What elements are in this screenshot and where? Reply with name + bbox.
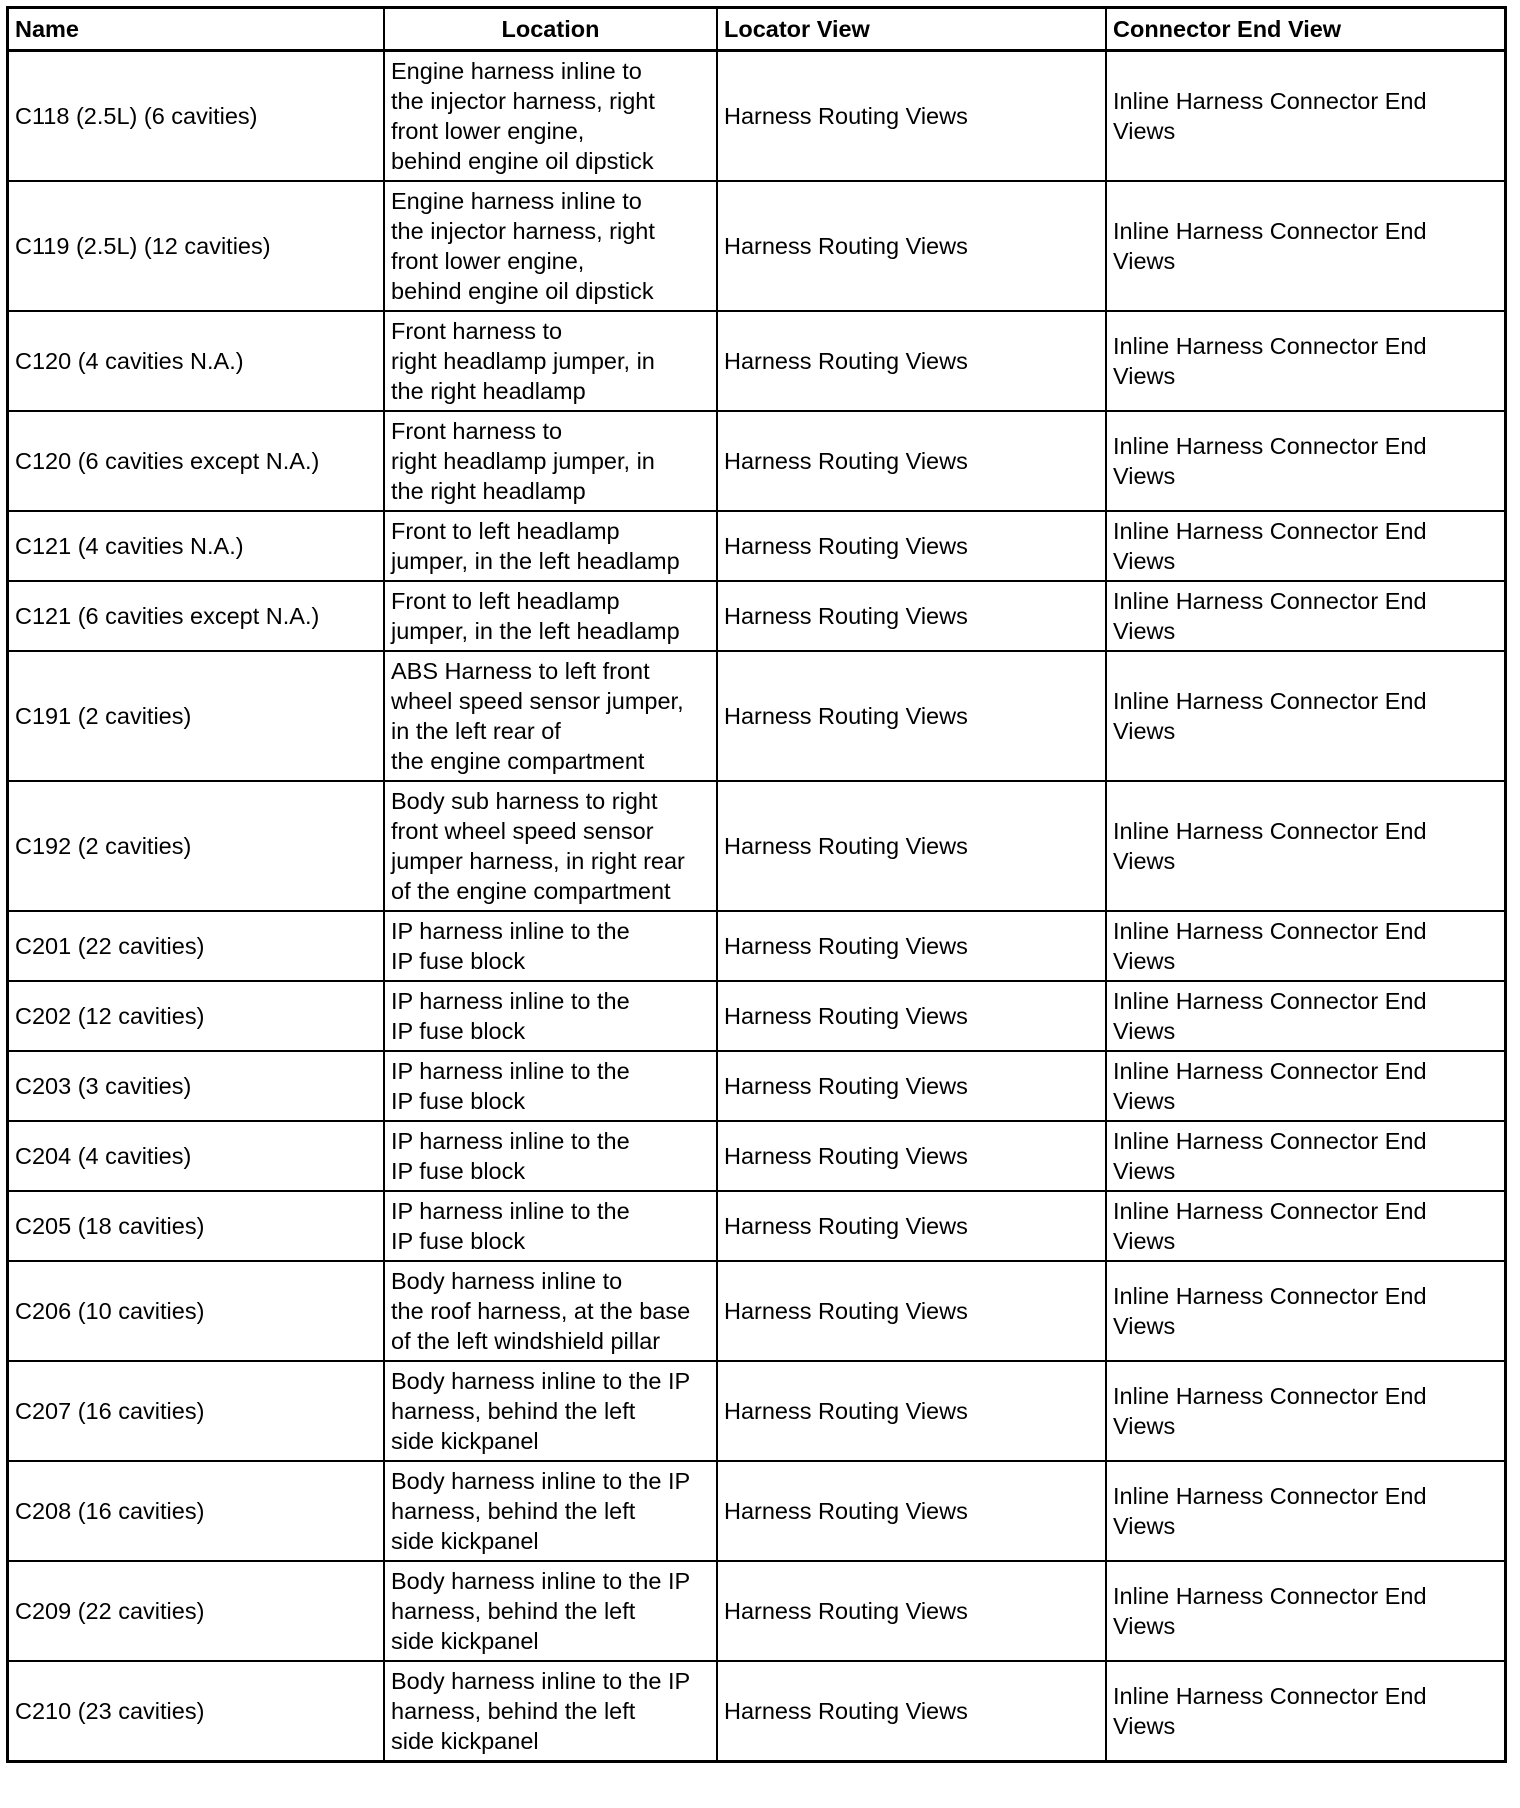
cell-connector-end-view: Inline Harness Connector End Views	[1107, 582, 1504, 652]
cell-connector-end-view: Inline Harness Connector End Views	[1107, 982, 1504, 1052]
cell-connector-end-view: Inline Harness Connector End Views	[1107, 652, 1504, 782]
cell-location: Body harness inline to the roof harness, at the base of the left windshield pillar	[385, 1262, 718, 1362]
cell-locator-view: Harness Routing Views	[718, 652, 1107, 782]
cell-connector-end-view: Inline Harness Connector End Views	[1107, 1192, 1504, 1262]
cell-name: C121 (6 cavities except N.A.)	[9, 582, 385, 652]
cell-location: Front to left headlamp jumper, in the left headlamp	[385, 582, 718, 652]
cell-name: C120 (6 cavities except N.A.)	[9, 412, 385, 512]
header-connector-end-view: Connector End View	[1107, 9, 1504, 52]
cell-name: C207 (16 cavities)	[9, 1362, 385, 1462]
cell-name: C192 (2 cavities)	[9, 782, 385, 912]
cell-connector-end-view: Inline Harness Connector End Views	[1107, 1262, 1504, 1362]
cell-location: Front harness to right headlamp jumper, in the right headlamp	[385, 412, 718, 512]
cell-name: C206 (10 cavities)	[9, 1262, 385, 1362]
cell-name: C201 (22 cavities)	[9, 912, 385, 982]
cell-location: ABS Harness to left front wheel speed sensor jumper, in the left rear of the engine compartment	[385, 652, 718, 782]
cell-locator-view: Harness Routing Views	[718, 982, 1107, 1052]
cell-name: C121 (4 cavities N.A.)	[9, 512, 385, 582]
cell-location: Front to left headlamp jumper, in the left headlamp	[385, 512, 718, 582]
cell-name: C209 (22 cavities)	[9, 1562, 385, 1662]
cell-locator-view: Harness Routing Views	[718, 1192, 1107, 1262]
cell-location: IP harness inline to the IP fuse block	[385, 1192, 718, 1262]
cell-location: Engine harness inline to the injector harness, right front lower engine, behind engine oil dipstick	[385, 52, 718, 182]
cell-connector-end-view: Inline Harness Connector End Views	[1107, 1122, 1504, 1192]
cell-locator-view: Harness Routing Views	[718, 1362, 1107, 1462]
cell-locator-view: Harness Routing Views	[718, 512, 1107, 582]
cell-connector-end-view: Inline Harness Connector End Views	[1107, 412, 1504, 512]
header-locator-view: Locator View	[718, 9, 1107, 52]
cell-locator-view: Harness Routing Views	[718, 582, 1107, 652]
cell-location: IP harness inline to the IP fuse block	[385, 982, 718, 1052]
cell-location: Body harness inline to the IP harness, behind the left side kickpanel	[385, 1562, 718, 1662]
cell-connector-end-view: Inline Harness Connector End Views	[1107, 782, 1504, 912]
cell-locator-view: Harness Routing Views	[718, 782, 1107, 912]
cell-locator-view: Harness Routing Views	[718, 182, 1107, 312]
cell-connector-end-view: Inline Harness Connector End Views	[1107, 312, 1504, 412]
cell-locator-view: Harness Routing Views	[718, 912, 1107, 982]
cell-connector-end-view: Inline Harness Connector End Views	[1107, 1052, 1504, 1122]
cell-name: C120 (4 cavities N.A.)	[9, 312, 385, 412]
cell-location: IP harness inline to the IP fuse block	[385, 912, 718, 982]
cell-location: Front harness to right headlamp jumper, in the right headlamp	[385, 312, 718, 412]
cell-name: C119 (2.5L) (12 cavities)	[9, 182, 385, 312]
cell-name: C208 (16 cavities)	[9, 1462, 385, 1562]
cell-location: Engine harness inline to the injector harness, right front lower engine, behind engine oil dipstick	[385, 182, 718, 312]
cell-name: C210 (23 cavities)	[9, 1662, 385, 1760]
cell-connector-end-view: Inline Harness Connector End Views	[1107, 1562, 1504, 1662]
cell-location: IP harness inline to the IP fuse block	[385, 1052, 718, 1122]
cell-name: C191 (2 cavities)	[9, 652, 385, 782]
cell-connector-end-view: Inline Harness Connector End Views	[1107, 182, 1504, 312]
cell-location: IP harness inline to the IP fuse block	[385, 1122, 718, 1192]
cell-connector-end-view: Inline Harness Connector End Views	[1107, 912, 1504, 982]
cell-locator-view: Harness Routing Views	[718, 412, 1107, 512]
cell-locator-view: Harness Routing Views	[718, 1052, 1107, 1122]
cell-connector-end-view: Inline Harness Connector End Views	[1107, 1462, 1504, 1562]
connector-table	[6, 6, 1507, 1763]
cell-connector-end-view: Inline Harness Connector End Views	[1107, 52, 1504, 182]
cell-location: Body harness inline to the IP harness, behind the left side kickpanel	[385, 1362, 718, 1462]
cell-name: C202 (12 cavities)	[9, 982, 385, 1052]
cell-location: Body harness inline to the IP harness, behind the left side kickpanel	[385, 1462, 718, 1562]
cell-locator-view: Harness Routing Views	[718, 1662, 1107, 1760]
cell-connector-end-view: Inline Harness Connector End Views	[1107, 1362, 1504, 1462]
cell-locator-view: Harness Routing Views	[718, 1562, 1107, 1662]
cell-name: C118 (2.5L) (6 cavities)	[9, 52, 385, 182]
cell-name: C205 (18 cavities)	[9, 1192, 385, 1262]
cell-name: C204 (4 cavities)	[9, 1122, 385, 1192]
cell-locator-view: Harness Routing Views	[718, 312, 1107, 412]
cell-name: C203 (3 cavities)	[9, 1052, 385, 1122]
cell-connector-end-view: Inline Harness Connector End Views	[1107, 512, 1504, 582]
header-name: Name	[9, 9, 385, 52]
cell-locator-view: Harness Routing Views	[718, 52, 1107, 182]
cell-locator-view: Harness Routing Views	[718, 1122, 1107, 1192]
cell-locator-view: Harness Routing Views	[718, 1262, 1107, 1362]
cell-location: Body harness inline to the IP harness, behind the left side kickpanel	[385, 1662, 718, 1760]
cell-locator-view: Harness Routing Views	[718, 1462, 1107, 1562]
cell-location: Body sub harness to right front wheel speed sensor jumper harness, in right rear of the engine compartment	[385, 782, 718, 912]
header-location: Location	[385, 9, 718, 52]
cell-connector-end-view: Inline Harness Connector End Views	[1113, 1683, 1427, 1739]
